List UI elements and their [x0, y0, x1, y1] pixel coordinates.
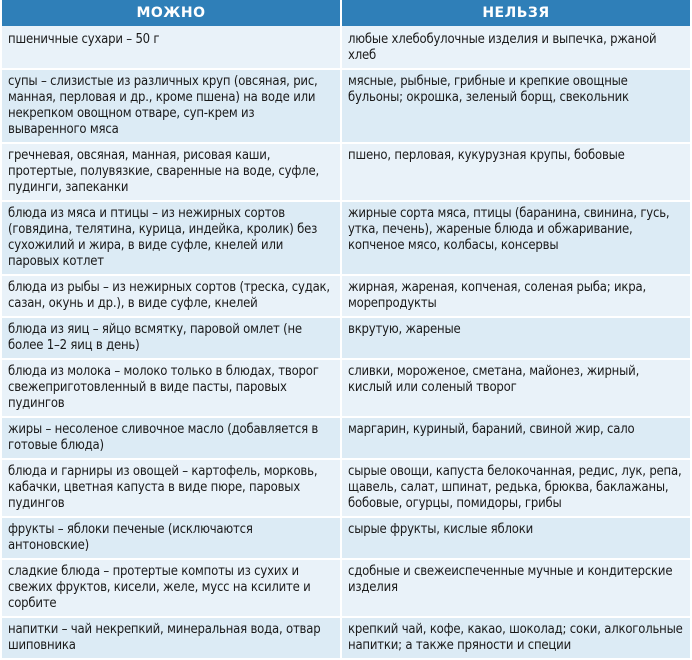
- table-row: [2, 360, 690, 418]
- forbidden-cell: маргарин, куриный, бараний, свиной жир, сало: [342, 418, 690, 460]
- table-row: [2, 518, 690, 560]
- forbidden-cell: сырые фрукты, кислые яблоки: [342, 518, 690, 560]
- table-row: [2, 318, 690, 360]
- allowed-cell: жиры – несоленое сливочное масло (добавляется в готовые блюда): [2, 418, 340, 460]
- table-row: [2, 560, 690, 618]
- forbidden-cell: сырые овощи, капуста белокочанная, редис, лук, репа, щавель, салат, шпинат, редька, брюква, баклажаны, бобовые, огурцы, помидоры, грибы: [342, 460, 690, 518]
- forbidden-cell: жирная, жареная, копченая, соленая рыба; икра, морепродукты: [342, 276, 690, 318]
- table-row: [2, 460, 690, 518]
- forbidden-cell: крепкий чай, кофе, какао, шоколад; соки, алкогольные напитки; а также пряности и специи: [342, 618, 690, 660]
- allowed-cell: блюда и гарниры из овощей – картофель, морковь, кабачки, цветная капуста в виде пюре, паровых пудингов: [2, 460, 340, 518]
- allowed-cell: фрукты – яблоки печеные (исключаются антоновские): [2, 518, 340, 560]
- table-header-row: [2, 0, 690, 26]
- table-row: [2, 418, 690, 460]
- allowed-cell: гречневая, овсяная, манная, рисовая каши, протертые, полувязкие, сваренные на воде, суфле, пудинги, запеканки: [2, 144, 340, 202]
- forbidden-cell: мясные, рыбные, грибные и крепкие овощные бульоны; окрошка, зеленый борщ, свекольник: [342, 70, 690, 144]
- allowed-cell: блюда из молока – молоко только в блюдах, творог свежеприготовленный в виде пасты, паровых пудингов: [2, 360, 340, 418]
- forbidden-cell: вкрутую, жареные: [342, 318, 690, 360]
- table-row: [2, 26, 690, 70]
- allowed-cell: блюда из мяса и птицы – из нежирных сортов (говядина, телятина, курица, индейка, кролик) без сухожилий и жира, в виде суфле, кнелей или паровых котлет: [2, 202, 340, 276]
- allowed-cell: блюда из яиц – яйцо всмятку, паровой омлет (не более 1–2 яиц в день): [2, 318, 340, 360]
- table-row: [2, 618, 690, 660]
- table-row: [2, 202, 690, 276]
- allowed-cell: сладкие блюда – протертые компоты из сухих и свежих фруктов, кисели, желе, мусс на ксилите и сорбите: [2, 560, 340, 618]
- allowed-cell: напитки – чай некрепкий, минеральная вода, отвар шиповника: [2, 618, 340, 660]
- table-row: [2, 144, 690, 202]
- forbidden-cell: сдобные и свежеиспеченные мучные и кондитерские изделия: [342, 560, 690, 618]
- forbidden-cell: сливки, мороженое, сметана, майонез, жирный, кислый или соленый творог: [342, 360, 690, 418]
- forbidden-cell: пшено, перловая, кукурузная крупы, бобовые: [342, 144, 690, 202]
- allowed-cell: блюда из рыбы – из нежирных сортов (треска, судак, сазан, окунь и др.), в виде суфле, кнелей: [2, 276, 340, 318]
- table-row: [2, 276, 690, 318]
- forbidden-cell: любые хлебобулочные изделия и выпечка, ржаной хлеб: [342, 26, 690, 70]
- column-header-allowed: МОЖНО: [2, 0, 340, 26]
- column-header-forbidden: НЕЛЬЗЯ: [342, 0, 690, 26]
- allowed-cell: пшеничные сухари – 50 г: [2, 26, 340, 70]
- table-row: [2, 70, 690, 144]
- allowed-cell: супы – слизистые из различных круп (овсяная, рис, манная, перловая и др., кроме пшена) на воде или некрепком овощном отваре, суп-крем из вываренного мяса: [2, 70, 340, 144]
- forbidden-cell: жирные сорта мяса, птицы (баранина, свинина, гусь, утка, печень), жареные блюда и обжаривание, копченое мясо, колбасы, консервы: [342, 202, 690, 276]
